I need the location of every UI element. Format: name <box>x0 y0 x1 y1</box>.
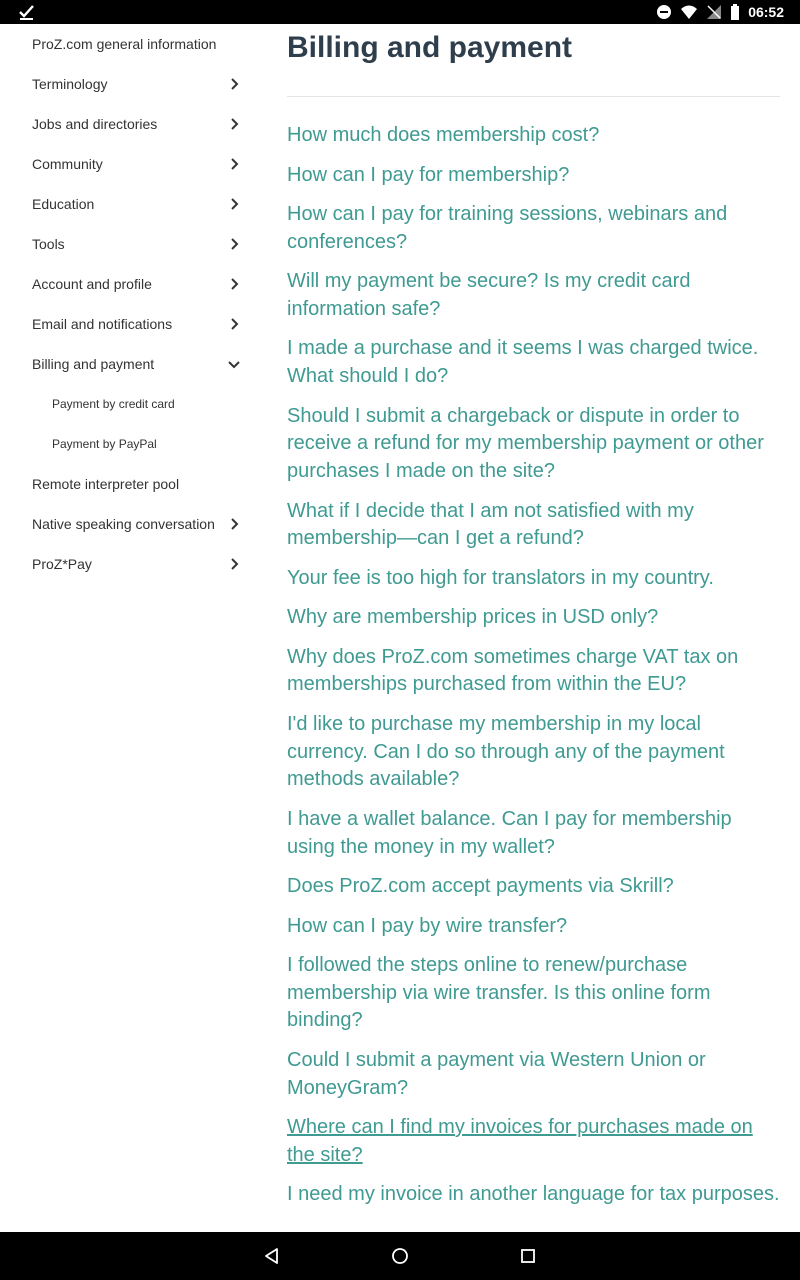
sidebar-item-label: Education <box>32 196 95 212</box>
sidebar-item-tools[interactable] <box>0 224 270 264</box>
recents-icon[interactable] <box>518 1246 538 1266</box>
divider <box>287 96 780 97</box>
question-link[interactable]: How can I pay for training sessions, webinars and conferences? <box>287 203 728 253</box>
chevron-right-icon <box>226 516 242 532</box>
question-link[interactable]: Why are membership prices in USD only? <box>287 606 659 629</box>
question-link[interactable]: I need my invoice in another language for tax purposes. <box>287 1183 780 1206</box>
sidebar-item-label: Account and profile <box>32 276 152 292</box>
question-link[interactable]: I followed the steps online to renew/purchase membership via wire transfer. Is this online form binding? <box>287 954 711 1032</box>
sidebar-item-label: ProZ*Pay <box>32 556 92 572</box>
sidebar-item-label: Community <box>32 156 103 172</box>
chevron-right-icon <box>226 276 242 292</box>
sidebar-item-account-profile[interactable] <box>0 264 270 304</box>
sidebar-item-education[interactable] <box>0 184 270 224</box>
sidebar-subitem-label: Payment by credit card <box>52 397 175 411</box>
question-link[interactable]: Does ProZ.com accept payments via Skrill? <box>287 875 674 898</box>
question-link[interactable]: Why does ProZ.com sometimes charge VAT tax on memberships purchased from within the EU? <box>287 645 739 696</box>
chevron-right-icon <box>226 156 242 172</box>
sidebar-subitem-credit-card[interactable] <box>0 384 270 424</box>
sidebar-item-label: Jobs and directories <box>32 116 158 132</box>
status-bar <box>0 0 800 24</box>
question-link[interactable]: Should I submit a chargeback or dispute in order to receive a refund for my membership payment or other purchases I made on the site? <box>287 404 764 483</box>
sidebar-item-label: Remote interpreter pool <box>32 476 180 492</box>
chevron-right-icon <box>226 196 242 212</box>
question-link[interactable]: How can I pay for membership? <box>287 163 570 186</box>
sidebar-item-label: Native speaking conversation <box>32 516 215 532</box>
question-list <box>287 122 780 1209</box>
question-link[interactable]: I have a wallet balance. Can I pay for membership using the money in my wallet? <box>287 807 732 858</box>
chevron-down-icon <box>226 356 242 372</box>
page-title: Billing and payment <box>287 31 573 64</box>
do-not-disturb-icon <box>656 4 672 20</box>
sidebar-subitem-paypal[interactable] <box>0 424 270 464</box>
sidebar-item-remote-interpreter-pool[interactable] <box>0 464 270 504</box>
chevron-right-icon <box>226 236 242 252</box>
chevron-right-icon <box>226 116 242 132</box>
sidebar-item-label: Email and notifications <box>32 316 173 332</box>
question-link[interactable]: Will my payment be secure? Is my credit card information safe? <box>287 270 691 320</box>
main-content <box>287 24 780 1221</box>
question-link[interactable]: How can I pay by wire transfer? <box>287 914 568 937</box>
battery-icon <box>730 4 740 20</box>
sidebar-subitem-label: Payment by PayPal <box>52 437 157 451</box>
question-link[interactable]: Could I submit a payment via Western Union or MoneyGram? <box>287 1048 706 1099</box>
question-link[interactable]: I made a purchase and it seems I was charged twice. What should I do? <box>287 337 759 388</box>
chevron-right-icon <box>226 76 242 92</box>
sidebar-item-native-speaking[interactable] <box>0 504 270 544</box>
status-time: 06:52 <box>748 4 784 20</box>
sidebar-item-label: Billing and payment <box>32 356 155 372</box>
question-link[interactable]: I'd like to purchase my membership in my local currency. Can I do so through any of the payment methods available? <box>287 712 725 791</box>
question-link[interactable]: How much does membership cost? <box>287 124 600 146</box>
home-icon[interactable] <box>390 1246 410 1266</box>
question-link[interactable]: What if I decide that I am not satisfied with my membership—can I get a refund? <box>287 499 694 550</box>
wifi-icon <box>680 4 698 20</box>
sidebar-item-label: Tools <box>32 236 65 252</box>
sidebar-item-label: ProZ.com general information <box>32 36 217 52</box>
task-done-icon <box>18 3 36 21</box>
question-link-invoices[interactable]: Where can I find my invoices for purchases made on the site? <box>287 1116 753 1166</box>
sidebar <box>0 24 270 584</box>
sidebar-item-billing-payment[interactable] <box>0 344 270 384</box>
chevron-right-icon <box>226 316 242 332</box>
sidebar-item-terminology[interactable] <box>0 64 270 104</box>
sidebar-item-prozpay[interactable] <box>0 544 270 584</box>
sidebar-item-community[interactable] <box>0 144 270 184</box>
back-icon[interactable] <box>262 1246 282 1266</box>
sidebar-item-label: Terminology <box>32 76 108 92</box>
question-link[interactable]: Your fee is too high for translators in my country. <box>287 566 714 589</box>
navigation-bar <box>0 1232 800 1280</box>
sidebar-item-general-info[interactable] <box>0 24 270 64</box>
sidebar-item-jobs-directories[interactable] <box>0 104 270 144</box>
sidebar-item-email-notifications[interactable] <box>0 304 270 344</box>
no-signal-icon <box>706 4 722 20</box>
chevron-right-icon <box>226 556 242 572</box>
